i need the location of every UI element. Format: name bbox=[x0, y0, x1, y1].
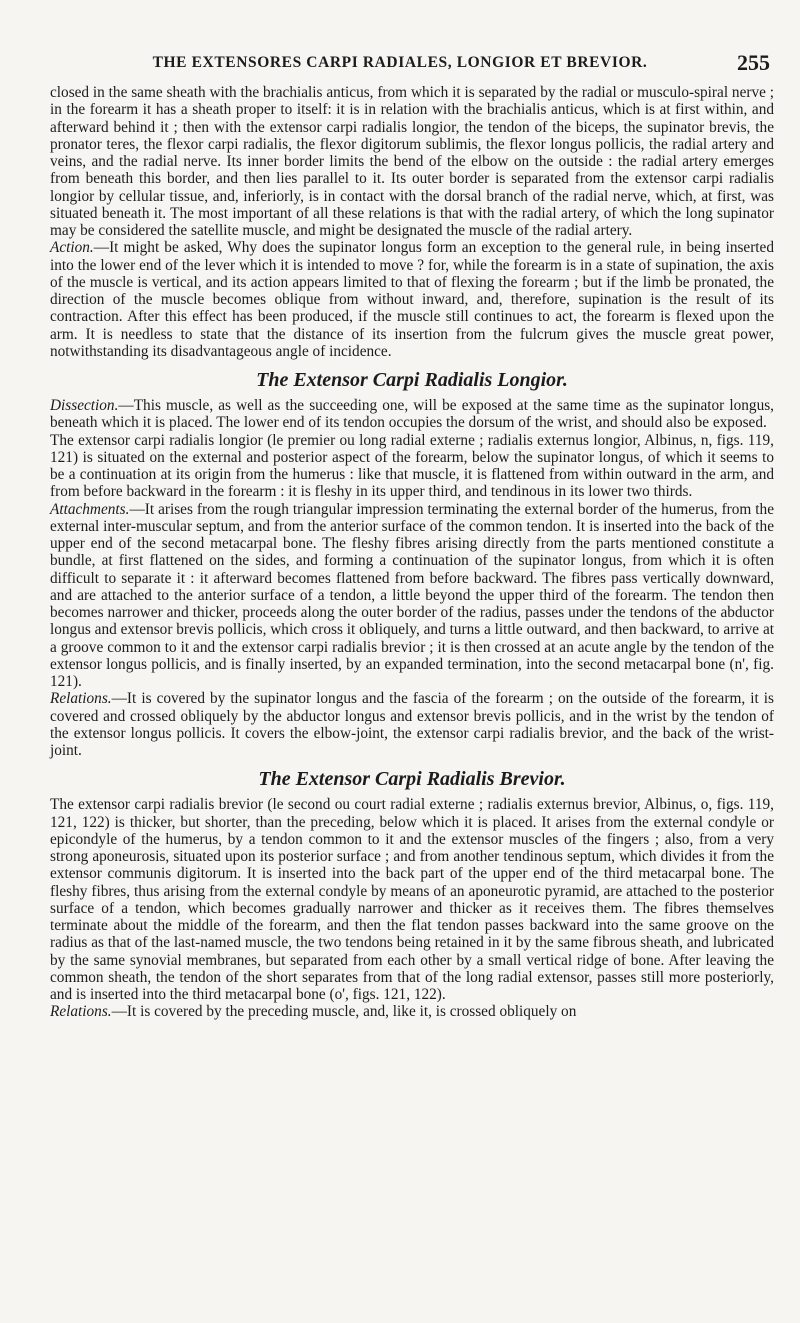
paragraph-text: The extensor carpi radialis longior (le premier ou long radial externe ; radialis externus longior, Albinus, n, figs. 119, 121) is situated on the external and posterior aspect of the forearm, below the supinator longus, of which it seems to be a continuation at its origin from the humerus : like that muscle, it is flattened from within outward in the arm, and from before backward in the forearm : it is fleshy in its upper third, and tendinous in its lower two thirds. bbox=[50, 431, 774, 501]
paragraph-text: closed in the same sheath with the brachialis anticus, from which it is separated by the radial or musculo-spiral nerve ; in the forearm it has a sheath proper to itself: it is in relation with the brachialis anticus, which is at first within, and afterward behind it ; then with the extensor carpi radialis longior, the tendon of the biceps, the supinator brevis, the pronator teres, the flexor carpi radialis, the flexor digitorum sublimis, the flexor longus pollicis, the radial artery and veins, and the radial nerve. Its inner border limits the bend of the elbow on the outside : the radial artery emerges from beneath this border, and then lies parallel to it. Its outer border is separated from the extensor carpi radialis longior by cellular tissue, and, inferiorly, is in contact with the dorsal branch of the radial nerve, which, at first, was situated beneath it. The most important of all these relations is that with the radial artery, of which the long supinator may be considered the satellite muscle, and might be designated the muscle of the radial artery. bbox=[50, 84, 774, 239]
paragraph-text: —It is covered by the preceding muscle, and, like it, is crossed obliquely on bbox=[111, 1003, 577, 1021]
paragraph-lead: Relations. bbox=[50, 690, 112, 708]
running-header bbox=[0, 50, 800, 80]
section-heading: The Extensor Carpi Radialis Longior. bbox=[256, 369, 568, 391]
paragraph-lead: Attachments. bbox=[50, 500, 130, 518]
paragraph-lead: Dissection. bbox=[50, 397, 119, 414]
paragraph bbox=[50, 432, 774, 501]
paragraph-text: The extensor carpi radialis brevior (le second ou court radial externe ; radialis externus brevior, Albinus, o, figs. 119, 121, 122) is thicker, but shorter, than the preceding, below which it is placed. It arises from the external condyle or epicondyle of the humerus, by a tendon common to it and the extensor muscles of the fingers ; also, from a very strong aponeurosis, situated upon its posterior surface ; and from another tendinous septum, which divides it from the extensor communis digitorum. It is inserted into the back part of the upper end of the third metacarpal bone. The fleshy fibres, thus arising from the external condyle by means of an aponeurotic pyramid, are attached to the posterior surface of a tendon, which becomes gradually narrower and thicker as it receives them. The fibres themselves terminate about the middle of the forearm, and then the flat tendon passes backward into the same groove on the radius as that of the last-named muscle, the two tendons being retained in it by the same fibrous sheath, and lubricated by the same synovial membranes, but separated from each other by a small vertical ridge of bone. After leaving the common sheath, the tendon of the short separates from that of the long radial extensor, passes still more posteriorly, and is inserted into the third metacarpal bone (o', figs. 121, 122). bbox=[50, 796, 774, 1003]
paragraph-lead: Relations. bbox=[50, 1003, 112, 1021]
paragraph bbox=[50, 84, 774, 239]
page-number: 255 bbox=[737, 50, 770, 75]
paragraph-text: —It might be asked, Why does the supinator longus form an exception to the general rule, in being inserted into the lower end of the lever which it is intended to move ? for, while the forearm is in a state of supination, the axis of the muscle is vertical, and its action appears limited to that of flexing the forearm ; but if the limb be pronated, the direction of the muscle becomes oblique from without inward, and, therefore, supination is the result of its contraction. After this effect has been produced, if the muscle still continues to act, the forearm is flexed upon the arm. It is needless to state that the distance of its insertion from the fulcrum gives the muscle great power, notwithstanding its disadvantageous angle of incidence. bbox=[50, 239, 774, 360]
paragraph bbox=[50, 397, 774, 432]
paragraph bbox=[50, 1003, 774, 1020]
paragraph-text: —It is covered by the supinator longus and the fascia of the forearm ; on the outside of the forearm, it is covered and crossed obliquely by the abductor longus and extensor brevis pollicis, and in the wrist by the tendon of the extensor longus pollicis. It covers the elbow-joint, the extensor carpi radialis brevior, and the back of the wrist-joint. bbox=[50, 690, 774, 759]
paragraph-text: —This muscle, as well as the succeeding one, will be exposed at the same time as the supinator longus, beneath which it is placed. The lower end of its tendon occupies the dorsum of the wrist, and should also be exposed. bbox=[50, 397, 774, 432]
body-text bbox=[50, 84, 774, 1021]
paragraph bbox=[50, 239, 774, 360]
paragraph-text: —It arises from the rough triangular impression terminating the external border of the humerus, from the external inter-muscular septum, and from the anterior surface of the common tendon. It is inserted into the back of the upper end of the second metacarpal bone. The fleshy fibres arising directly from the parts mentioned constitute a bundle, at first flattened on the sides, and forming a continuation of the supinator longus, from which it is often difficult to separate it : it afterward becomes flattened from before backward. The fibres pass vertically downward, and are attached to the anterior surface of a tendon, a little beyond the upper third of the forearm. The tendon then becomes narrower and thicker, proceeds along the outer border of the radius, passes under the tendons of the abductor longus and extensor brevis pollicis, which cross it obliquely, and turns a little outward, and then backward, to arrive at a groove common to it and the extensor carpi radialis brevior ; it is then crossed at an acute angle by the tendon of the extensor longus pollicis, and is finally inserted, by an expanded termination, into the second metacarpal bone (n', fig. 121). bbox=[50, 500, 774, 690]
paragraph bbox=[50, 501, 774, 691]
paragraph bbox=[50, 690, 774, 759]
running-title: THE EXTENSORES CARPI RADIALES, LONGIOR ET BREVIOR. bbox=[152, 54, 648, 71]
paragraph-lead: Action. bbox=[50, 239, 94, 257]
section-heading: The Extensor Carpi Radialis Brevior. bbox=[258, 768, 566, 791]
paragraph bbox=[50, 796, 774, 1003]
